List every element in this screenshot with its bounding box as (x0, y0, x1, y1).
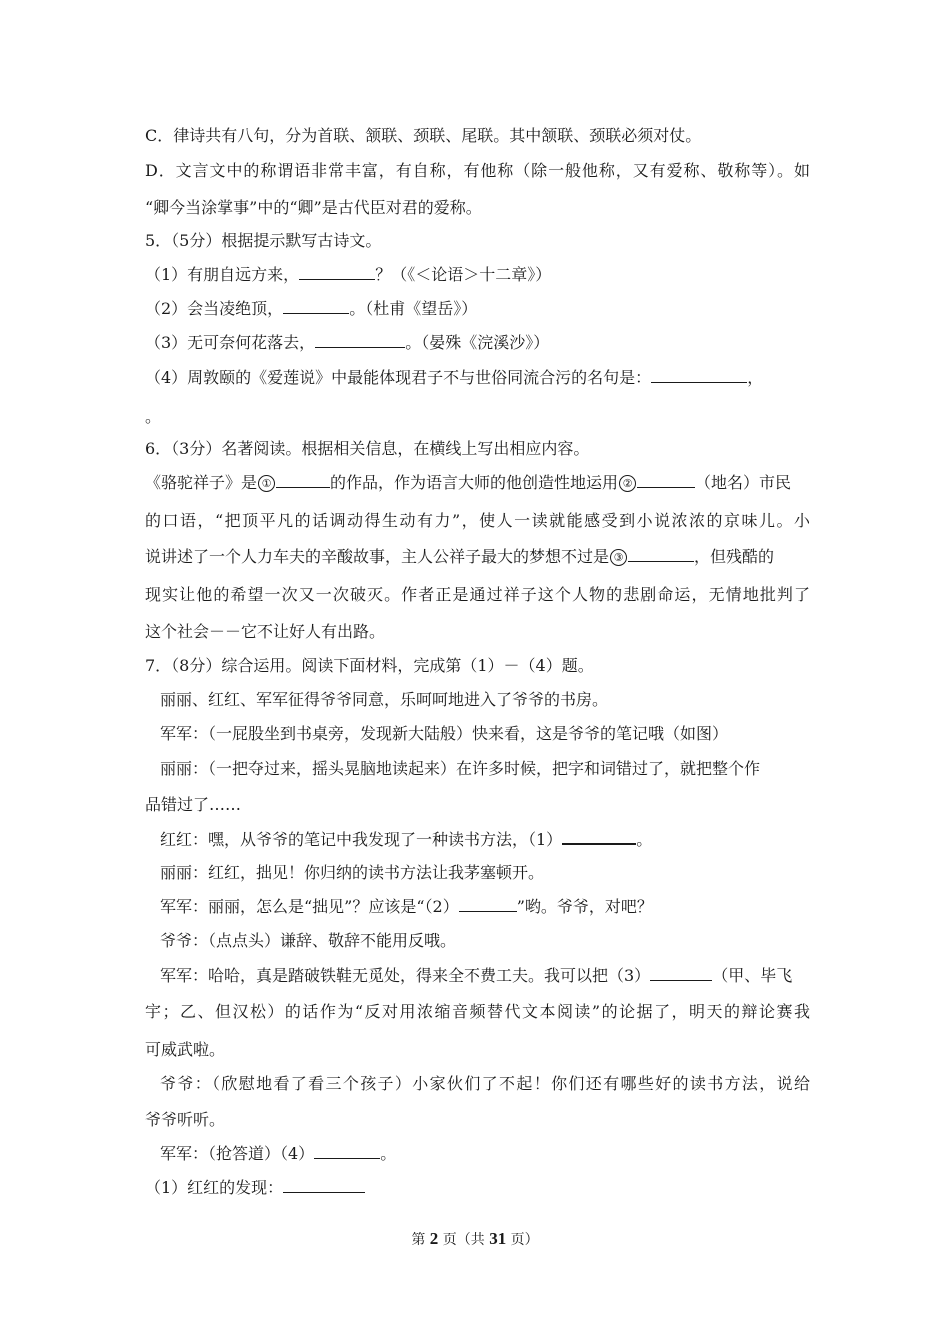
answer-blank[interactable] (628, 546, 694, 562)
question-6-line-5: 这个社会－－它不让好人有出路。 (145, 622, 386, 641)
answer-blank[interactable] (299, 264, 375, 280)
question-5-item-2: （2）会当凌绝顶， 。（杜甫《望岳》） (145, 299, 478, 318)
answer-blank[interactable] (459, 896, 517, 912)
dialogue-grandpa-1: 爷爷：（点点头）谦辞、敬辞不能用反哦。 (160, 931, 457, 950)
question-6-line-2: 的口语，“把顶平凡的话调动得生动有力”，使人一读就能感受到小说浓浓的京味儿。小 (145, 511, 810, 530)
total-page-count: 31 (489, 1229, 507, 1248)
question-6-title: 6．（3分）名著阅读。根据相关信息，在横线上写出相应内容。 (145, 439, 590, 458)
circled-number-2: ② (619, 475, 636, 492)
option-c: C．律诗共有八句，分为首联、颔联、颈联、尾联。其中颔联、颈联必须对仗。 (145, 126, 702, 145)
answer-blank[interactable] (283, 298, 349, 314)
dialogue-junjun-3: 军军：哈哈，真是踏破铁鞋无觅处，得来全不费工夫。我可以把（3） （甲、毕飞 (160, 966, 793, 985)
question-5-item-1: （1）有朋自远方来， ？（《＜论语＞十二章》） (145, 265, 552, 284)
question-5-title: 5．（5分）根据提示默写古诗文。 (145, 231, 382, 250)
question-6-line-3: 说讲述了一个人力车夫的辛酸故事，主人公祥子最大的梦想不过是 ③ ，但残酷的 (145, 547, 775, 566)
question-5-item-4: （4）周敦颐的《爱莲说》中最能体现君子不与世俗同流合污的名句是： ， (145, 368, 764, 387)
dialogue-grandpa-2-cont: 爷爷听听。 (145, 1110, 226, 1129)
question-7-title: 7．（8分）综合运用。阅读下面材料，完成第（1）－（4）题。 (145, 656, 594, 675)
question-7-answer-1: （1）红红的发现： (145, 1177, 810, 1199)
dialogue-intro: 丽丽、红红、军军征得爷爷同意，乐呵呵地进入了爷爷的书房。 (160, 690, 609, 709)
circled-number-1: ① (258, 475, 275, 492)
dialogue-junjun-3-end: 可威武啦。 (145, 1040, 226, 1059)
dialogue-junjun-1: 军军：（一屁股坐到书桌旁，发现新大陆般）快来看，这是爷爷的笔记哦（如图） (160, 724, 729, 743)
dialogue-junjun-2: 军军：丽丽，怎么是“拙见”？应该是“（2） ”哟。爷爷，对吧？ (160, 897, 653, 916)
dialogue-junjun-3-cont: 宇；乙、但汉松）的话作为“反对用浓缩音频替代文本阅读”的论据了，明天的辩论赛我 (145, 1002, 810, 1021)
answer-blank[interactable] (637, 472, 695, 488)
answer-blank[interactable] (562, 828, 636, 845)
dialogue-lili-1: 丽丽：（一把夺过来，摇头晃脑地读起来）在许多时候，把字和词错过了，就把整个作 (160, 759, 761, 778)
answer-blank[interactable] (315, 332, 405, 348)
current-page-number: 2 (429, 1229, 439, 1248)
question-6-line-1: 《骆驼祥子》是 ① 的作品，作为语言大师的他创造性地运用 ② （地名）市民 (145, 473, 792, 492)
dialogue-lili-1-cont: 品错过了…… (145, 795, 242, 814)
dialogue-lili-2: 丽丽：红红，拙见！你归纳的读书方法让我茅塞顿开。 (160, 863, 545, 882)
question-6-line-4: 现实让他的希望一次又一次破灭。作者正是通过祥子这个人物的悲剧命运，无情地批判了 (145, 585, 810, 604)
answer-blank[interactable] (276, 472, 330, 488)
option-d-line-2: “卿今当涂掌事”中的“卿”是古代臣对君的爱称。 (145, 198, 482, 217)
option-d-line-1: D．文言文中的称谓语非常丰富，有自称，有他称（除一般他称，又有爱称、敬称等）。如 (145, 161, 810, 180)
answer-blank[interactable] (283, 1177, 365, 1193)
dialogue-junjun-4: 军军：（抢答道）（4） 。 (160, 1144, 397, 1163)
question-5-item-3: （3）无可奈何花落去， 。（晏殊《浣溪沙》） (145, 333, 550, 352)
dialogue-honghong: 红红：嘿，从爷爷的笔记中我发现了一种读书方法，（1） 。 (160, 830, 653, 849)
answer-blank[interactable] (650, 965, 712, 981)
answer-blank[interactable] (314, 1143, 380, 1159)
dialogue-grandpa-2: 爷爷：（欣慰地看了看三个孩子）小家伙们了不起！你们还有哪些好的读书方法，说给 (160, 1074, 810, 1093)
question-5-item-4-end: 。 (145, 407, 162, 426)
circled-number-3: ③ (610, 549, 627, 566)
answer-blank[interactable] (651, 367, 747, 383)
page-footer: 第 2 页（共 31 页） (411, 1229, 539, 1248)
